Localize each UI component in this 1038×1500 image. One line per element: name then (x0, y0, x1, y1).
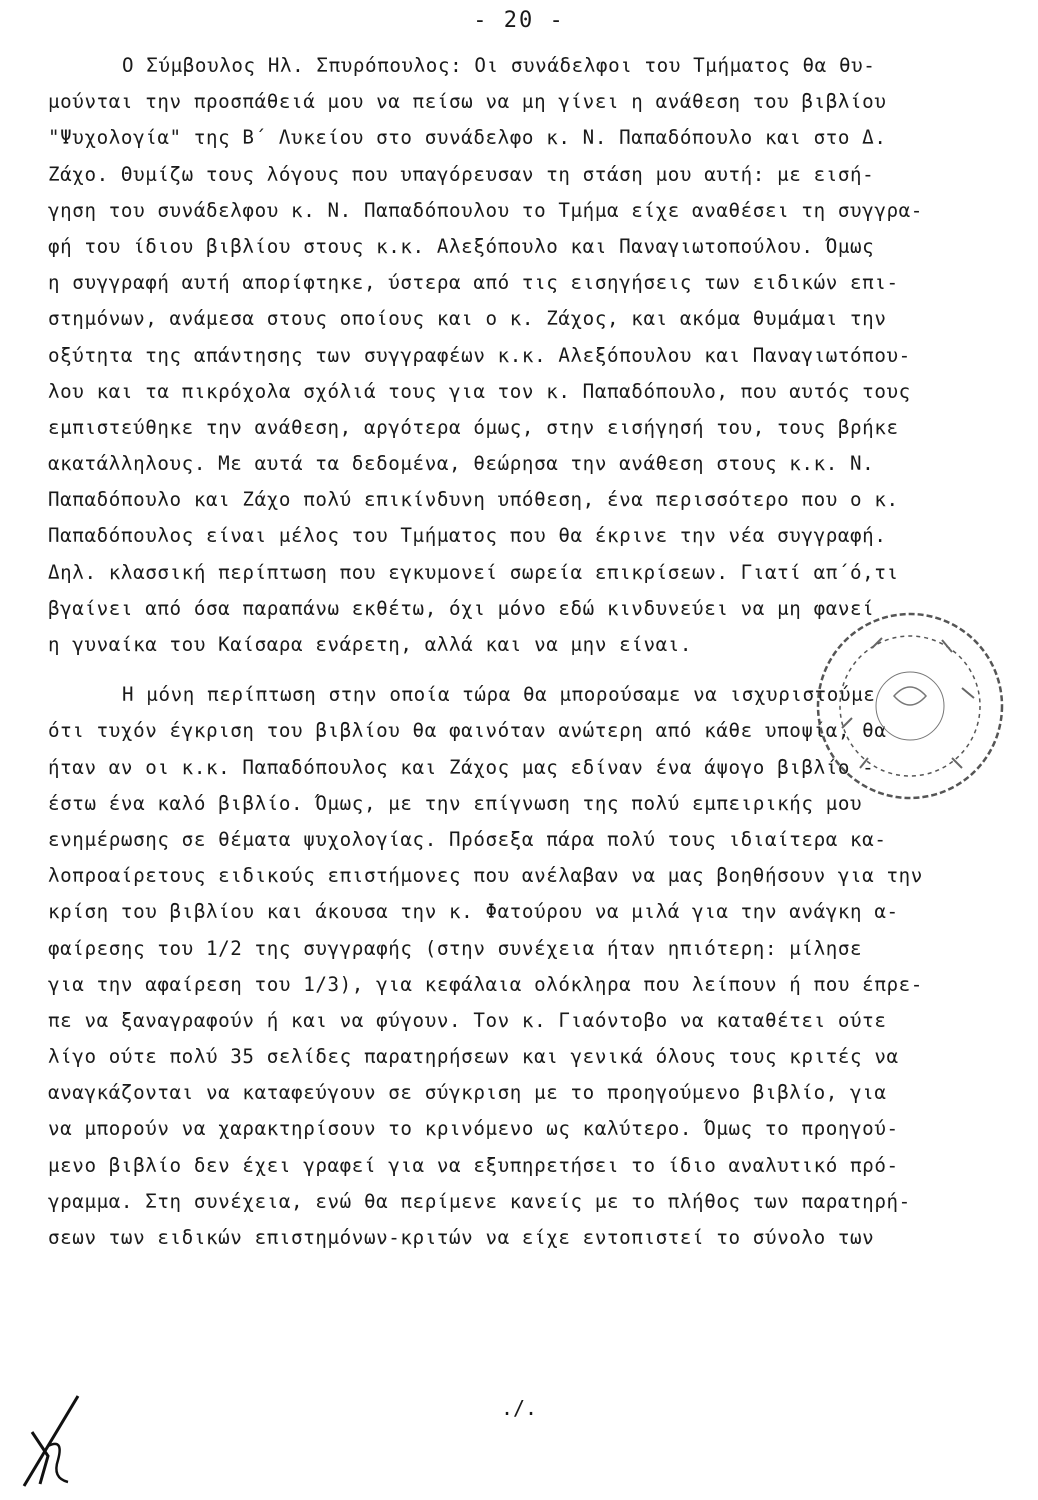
text-line: Παπαδόπουλο και Ζάχο πολύ επικίνδυνη υπόθεση, ένα περισσότερο που ο κ. (48, 488, 899, 512)
text-line: σεων των ειδικών επιστημόνων-κριτών να είχε εντοπιστεί το σύνολο των (48, 1226, 875, 1249)
text-line: μούνται την προσπάθειά μου να πείσω να μη γίνει η ανάθεση του βιβλίου (48, 90, 887, 114)
signature-mark (18, 1386, 88, 1496)
text-line: για την αφαίρεση του 1/3), για κεφάλαια ολόκληρα που λείπουν ή που έπρε- (48, 972, 923, 996)
text-line: ήταν αν οι κ.κ. Παπαδόπουλος και Ζάχος μας εδίναν ένα άψογο βιβλίο - (48, 755, 875, 779)
text-line: βγαίνει από όσα παραπάνω εκθέτω, όχι μόνο εδώ κινδυνεύει να μη φανεί (48, 596, 875, 620)
text-line: η συγγραφή αυτή απορίφτηκε, ύστερα από τις εισηγήσεις των ειδικών επι- (48, 271, 899, 295)
text-line: Παπαδόπουλος είναι μέλος του Τμήματος που θα έκρινε την νέα συγγραφή. (48, 524, 887, 548)
text-line: οξύτητα της απάντησης των συγγραφέων κ.κ. Αλεξόπουλου και Παναγιωτόπου- (48, 343, 911, 367)
text-line: Ο Σύμβουλος Ηλ. Σπυρόπουλος: Οι συνάδελφοι του Τμήματος θα θυ- (122, 54, 876, 77)
text-line: λου και τα πικρόχολα σχόλιά τους για τον κ. Παπαδόπουλο, που αυτός τους (48, 379, 911, 403)
text-line: κρίση του βιβλίου και άκουσα την κ. Φατούρου να μιλά για την ανάγκη α- (48, 900, 899, 924)
text-line: ενημέρωσης σε θέματα ψυχολογίας. Πρόσεξα πάρα πολύ τους ιδιαίτερα κα- (48, 827, 887, 851)
text-line: λοπροαίρετους ειδικούς επιστήμονες που ανέλαβαν να μας βοηθήσουν για την (48, 864, 923, 888)
text-line: Ζάχο. Θυμίζω τους λόγους που υπαγόρευσαν τη στάση μου αυτή: με εισή- (48, 162, 875, 186)
official-stamp (812, 608, 1008, 804)
text-line: φαίρεσης του 1/2 της συγγραφής (στην συνέχεια ήταν ηπιότερη: μίλησε (48, 936, 863, 960)
text-line: φή του ίδιου βιβλίου στους κ.κ. Αλεξόπουλο και Παναγιωτοπούλου. Όμως (48, 234, 875, 258)
text-line: αναγκάζονται να καταφεύγουν σε σύγκριση με το προηγούμενο βιβλίο, για (48, 1081, 887, 1105)
text-line: η γυναίκα του Καίσαρα ενάρετη, αλλά και να μην είναι. (48, 633, 693, 656)
text-line: μενο βιβλίο δεν έχει γραφεί για να εξυπηρετήσει το ίδιο αναλυτικό πρό- (48, 1153, 899, 1177)
text-line: "Ψυχολογία" της Β΄ Λυκείου στο συνάδελφο κ. Ν. Παπαδόπουλο και στο Δ. (48, 126, 887, 150)
text-line: λίγο ούτε πολύ 35 σελίδες παρατηρήσεων και γενικά όλους τους κριτές να (48, 1045, 899, 1069)
text-line: στημόνων, ανάμεσα στους οποίους και ο κ. Ζάχος, και ακόμα θυμάμαι την (48, 307, 887, 331)
text-line: γραμμα. Στη συνέχεια, ενώ θα περίμενε κανείς με το πλήθος των παρατηρή- (48, 1189, 911, 1213)
text-line: εμπιστεύθηκε την ανάθεση, αργότερα όμως, στην εισήγησή του, τους βρήκε (48, 415, 899, 439)
text-line: γηση του συνάδελφου κ. Ν. Παπαδόπουλου το Τμήμα είχε αναθέσει τη συγγρα- (48, 198, 923, 222)
text-line: ακατάλληλους. Με αυτά τα δεδομένα, θεώρησα την ανάθεση στους κ.κ. Ν. (48, 452, 875, 476)
text-line: Η μόνη περίπτωση στην οποία τώρα θα μπορούσαμε να ισχυριστούμε (122, 683, 876, 707)
text-line: ότι τυχόν έγκριση του βιβλίου θα φαινόταν ανώτερη από κάθε υποψία, θα (48, 719, 887, 743)
text-line: να μπορούν να χαρακτηρίσουν το κρινόμενο ως καλύτερο. Όμως το προηγού- (48, 1117, 899, 1141)
page-number: - 20 - (473, 8, 565, 33)
text-line: έστω ένα καλό βιβλίο. Όμως, με την επίγνωση της πολύ εμπειρικής μου (48, 791, 863, 815)
continuation-mark: ./. (500, 1396, 538, 1420)
text-line: πε να ξαναγραφούν ή και να φύγουν. Τον κ. Γιαόντοβο να καταθέτει ούτε (48, 1008, 887, 1032)
text-line: Δηλ. κλασσική περίπτωση που εγκυμονεί σωρεία επικρίσεων. Γιατί απ΄ό,τι (48, 560, 899, 584)
